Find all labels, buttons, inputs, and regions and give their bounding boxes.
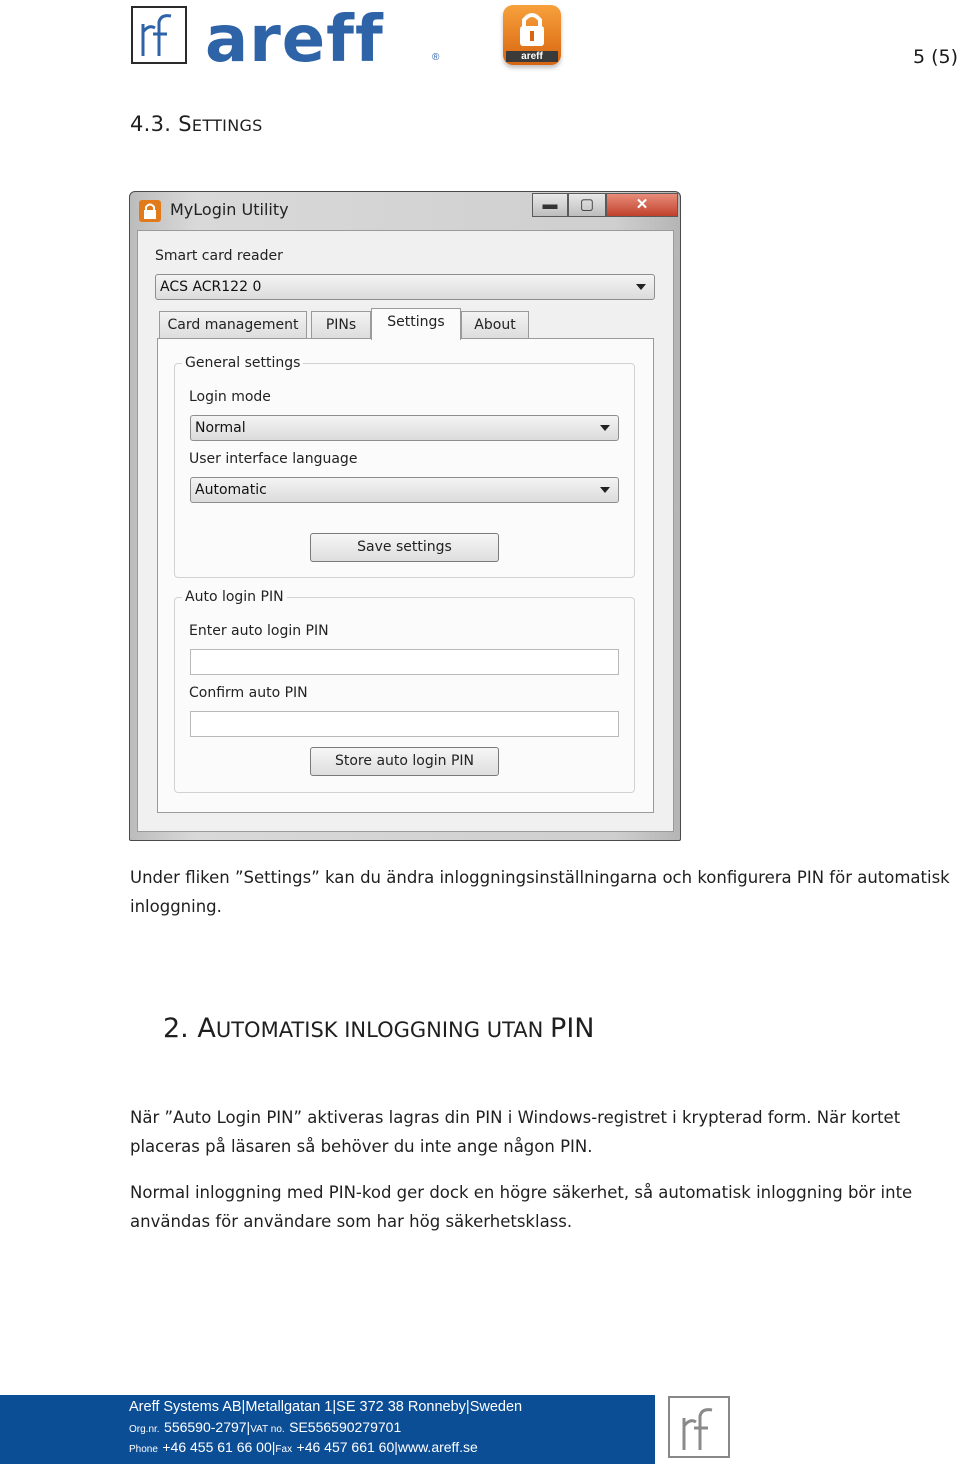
confirm-pin-input[interactable] <box>190 711 619 737</box>
brand-wordmark: areff <box>205 3 384 77</box>
app-icon-label: areff <box>506 51 558 62</box>
login-mode-value: Normal <box>195 420 246 436</box>
footer-address: Areff Systems AB|Metallgatan 1|SE 372 38 Ronneby|Sweden <box>129 1399 523 1415</box>
section-heading <box>130 112 263 136</box>
phone-label: Phone <box>129 1444 158 1455</box>
general-settings-title: General settings <box>182 355 303 371</box>
reader-dropdown-value: ACS ACR122 0 <box>160 279 262 295</box>
fax-label: Fax <box>275 1444 293 1455</box>
tab-settings[interactable]: Settings <box>371 308 461 340</box>
reader-label: Smart card reader <box>155 248 283 264</box>
paragraph-settings-line-1: Under fliken ”Settings” kan du ändra inloggningsinställningarna och konfigurera PIN för automatisk <box>130 868 950 887</box>
enter-pin-label: Enter auto login PIN <box>189 623 329 639</box>
heading-2-pin: PIN <box>550 1013 595 1044</box>
window-title: MyLogin Utility <box>170 200 289 219</box>
enter-pin-input[interactable] <box>190 649 619 675</box>
footer-monogram-logo <box>668 1396 730 1458</box>
section-number: 4.3. <box>130 112 172 136</box>
heading-2-rest: UTOMATISK INLOGGNING UTAN <box>215 1018 551 1042</box>
section-heading-2 <box>163 1013 594 1044</box>
tab-pins[interactable]: PINs <box>311 311 371 339</box>
heading-2-initial: A <box>197 1013 216 1044</box>
chevron-down-icon <box>636 284 646 290</box>
language-value: Automatic <box>195 482 267 498</box>
paragraph-auto-login-line-1: När ”Auto Login PIN” aktiveras lagras din PIN i Windows-registret i krypterad form. När kortet <box>130 1108 901 1127</box>
chevron-down-icon <box>600 425 610 431</box>
paragraph-security-line-1: Normal inloggning med PIN-kod ger dock en högre säkerhet, så automatisk inloggning bör inte <box>130 1183 913 1202</box>
paragraph-security-line-2: användas för användare som har hög säkerhetsklass. <box>130 1211 573 1231</box>
fax-website: +46 457 661 60|www.areff.se <box>296 1439 478 1455</box>
phone-value: +46 455 61 66 00| <box>162 1439 276 1455</box>
org-value: 556590-2797| <box>164 1419 251 1435</box>
tab-card-management[interactable]: Card management <box>159 311 307 339</box>
login-mode-label: Login mode <box>189 389 271 405</box>
chevron-down-icon <box>600 487 610 493</box>
page-number: 5 (5) <box>912 46 958 68</box>
section-title-initial: S <box>178 112 192 136</box>
paragraph-settings-line-2: inloggning. <box>130 896 222 916</box>
areff-monogram-logo <box>131 6 187 64</box>
paragraph-settings <box>130 864 950 921</box>
heading-2-number: 2. <box>163 1013 189 1044</box>
maximize-button[interactable]: ▢ <box>568 193 606 217</box>
footer-org-vat <box>129 1419 401 1437</box>
footer-contact <box>129 1439 478 1457</box>
vat-value: SE556590279701 <box>289 1419 402 1435</box>
reader-dropdown[interactable] <box>155 274 655 300</box>
paragraph-auto-login-line-2: placeras på läsaren så behöver du inte ange någon PIN. <box>130 1136 593 1156</box>
paragraph-auto-login <box>130 1104 950 1161</box>
auto-login-title: Auto login PIN <box>182 589 287 605</box>
store-pin-button[interactable]: Store auto login PIN <box>310 747 499 776</box>
mylogin-app-lock-icon <box>503 5 561 65</box>
tab-about[interactable]: About <box>461 311 529 339</box>
close-button[interactable]: ✕ <box>606 193 678 217</box>
login-mode-dropdown[interactable] <box>190 415 619 441</box>
vat-label: VAT no. <box>250 1424 285 1435</box>
section-title-rest: ETTINGS <box>191 116 263 135</box>
confirm-pin-label: Confirm auto PIN <box>189 685 308 701</box>
minimize-button[interactable]: ▬ <box>532 193 568 217</box>
language-dropdown[interactable] <box>190 477 619 503</box>
save-settings-button[interactable]: Save settings <box>310 533 499 562</box>
language-label: User interface language <box>189 451 358 467</box>
app-lock-icon <box>139 200 161 222</box>
org-label: Org.nr. <box>129 1424 160 1435</box>
registered-mark: ® <box>432 52 440 63</box>
paragraph-security <box>130 1179 950 1236</box>
